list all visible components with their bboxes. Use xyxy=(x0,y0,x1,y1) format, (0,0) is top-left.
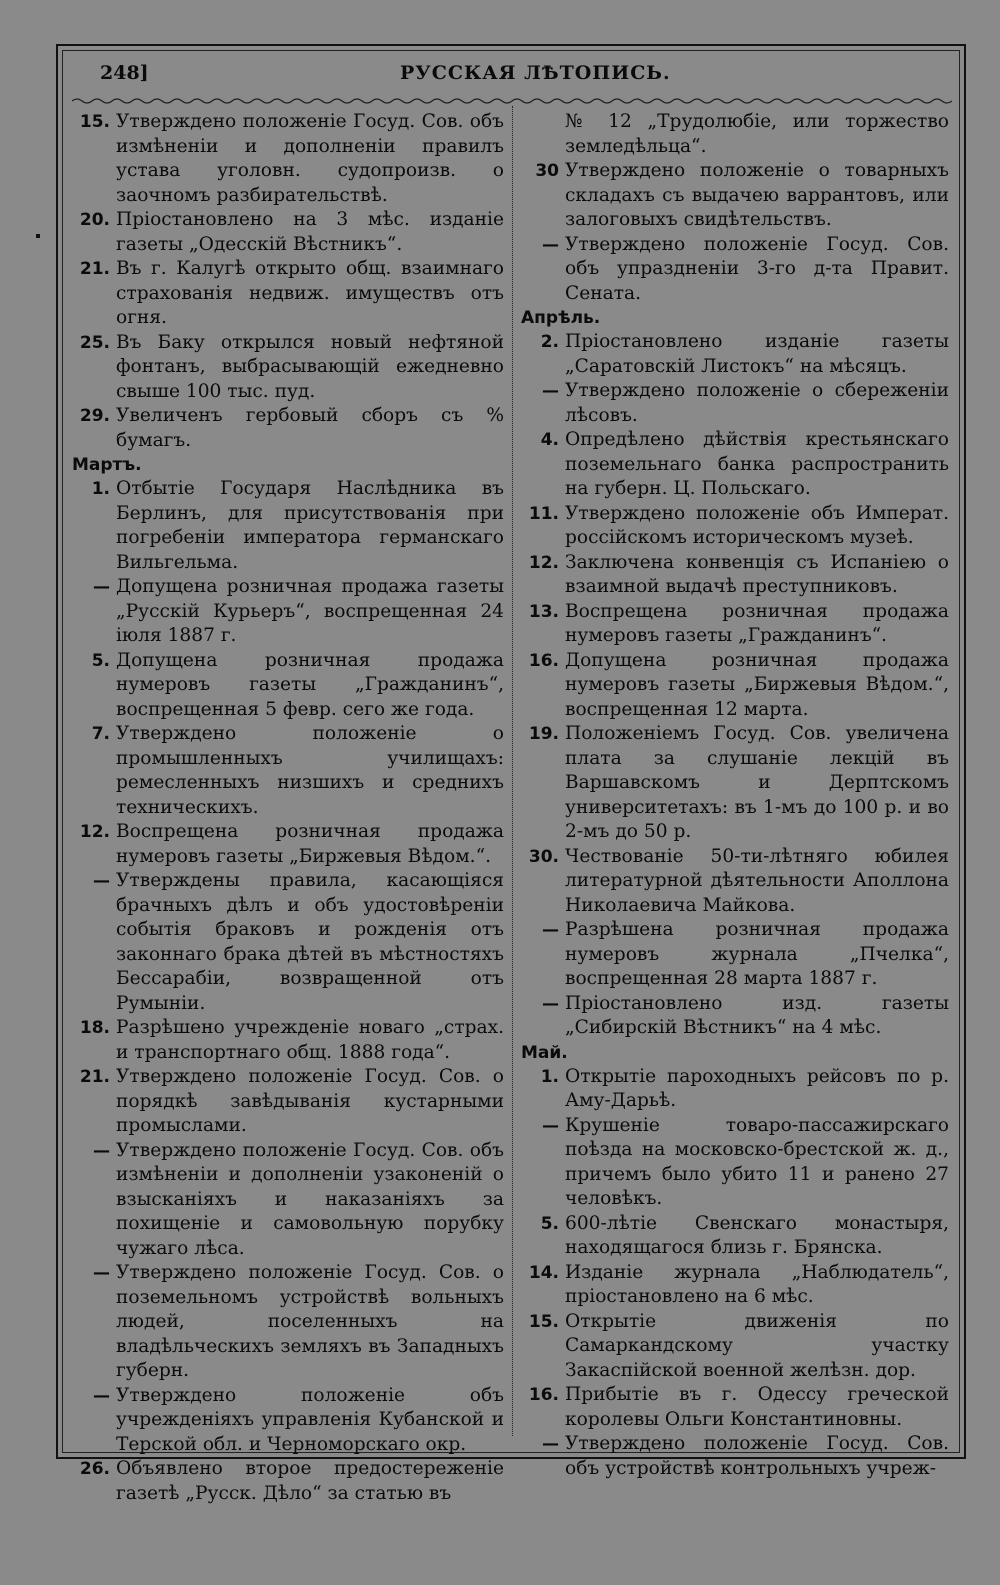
entry-text: Крушеніе товаро-пассажирскаго поѣзда на московско-брестской ж. д., причемъ было убито 11 и ранено 27 человѣкъ. xyxy=(565,1114,949,1209)
chronicle-entry xyxy=(521,722,949,845)
margin-mark xyxy=(36,234,40,238)
entry-date: 16. xyxy=(528,650,559,671)
entry-text: Открытіе движенія по Самаркандскому участку Закаспійской военной желѣзн. дор. xyxy=(565,1310,949,1381)
entry-text: Прибытіе въ г. Одессу греческой королевы Ольги Константиновны. xyxy=(565,1384,949,1430)
entry-date: 15. xyxy=(79,112,110,132)
entry-date: 16. xyxy=(528,1385,559,1405)
entry-date: — xyxy=(542,234,559,255)
entry-text: Допущена розничная продажа нумеровъ газеты „Биржевыя Вѣдом.“, воспрещенная 12 марта. xyxy=(565,649,949,720)
chronicle-entry xyxy=(72,820,504,869)
entry-date: 1. xyxy=(540,1066,559,1087)
entry-date: — xyxy=(542,1115,559,1136)
chronicle-entry xyxy=(521,233,949,307)
entry-text: Разрѣшено учрежденіе новаго „страх. и транспортнаго общ. 1888 года“. xyxy=(116,1017,504,1063)
chronicle-entry xyxy=(72,649,504,723)
wavy-rule xyxy=(72,96,952,106)
chronicle-entry xyxy=(521,502,949,551)
entry-text: Отбытіе Государя Наслѣдника въ Берлинъ, для присутствованія при погребеніи императора германскаго Вильгельма. xyxy=(116,478,504,573)
chronicle-entry xyxy=(72,1384,504,1458)
entry-text: Допущена розничная продажа нумеровъ газеты „Гражданинъ“, воспрещенная 5 февр. сего же года. xyxy=(116,649,504,720)
entry-text: Чествованіе 50-ти-лѣтняго юбилея литературной дѣятельности Аполлона Николаевича Майкова. xyxy=(565,845,949,916)
chronicle-entry xyxy=(521,1261,949,1310)
chronicle-entry xyxy=(521,918,949,992)
entry-text: Утверждено положеніе о промышленныхъ училищахъ: ремесленныхъ низшихъ и среднихъ техническихъ. xyxy=(116,723,504,818)
chronicle-entry xyxy=(72,331,504,405)
continued-text: № 12 „Трудолюбіе, или торжество земледѣльца“. xyxy=(565,111,949,157)
chronicle-entry xyxy=(72,110,504,208)
entry-date: 21. xyxy=(79,1067,110,1087)
chronicle-entry xyxy=(521,600,949,649)
entry-date: 30 xyxy=(535,161,559,181)
right-column xyxy=(521,110,949,1481)
chronicle-entry xyxy=(72,257,504,331)
entry-text: Утверждено положеніе о товарныхъ складахъ съ выдачею варрантовъ, или залоговыхъ свидѣтельствъ. xyxy=(565,160,949,230)
month-heading-march: Мартъ. xyxy=(72,455,142,475)
page-number: 248] xyxy=(100,62,149,84)
chronicle-entry xyxy=(521,845,949,919)
entry-date: — xyxy=(93,577,110,597)
chronicle-entry xyxy=(72,1261,504,1384)
entry-text: Допущена розничная продажа газеты „Русскій Курьеръ“, воспрещенная 24 іюля 1887 г. xyxy=(116,576,504,646)
entry-date: 19. xyxy=(528,724,559,744)
running-title: РУССКАЯ ЛѢТОПИСЬ. xyxy=(400,62,671,84)
entry-text: Утверждено положеніе Госуд. Сов. о порядкѣ завѣдыванія кустарными промыслами. xyxy=(116,1066,504,1136)
chronicle-entry xyxy=(521,379,949,428)
chronicle-entry xyxy=(72,477,504,575)
chronicle-entry xyxy=(521,649,949,723)
chronicle-entry xyxy=(72,1016,504,1065)
entry-date: 18. xyxy=(79,1018,110,1038)
entry-text: Утверждено положеніе объ Императ. россійскомъ историческомъ музеѣ. xyxy=(565,502,949,548)
chronicle-entry xyxy=(521,428,949,502)
entry-text: Утверждены правила, касающіяся брачныхъ дѣлъ и объ удостовѣреніи событія браковъ и рожденія отъ законнаго брака дѣтей въ мѣстностяхъ Бессарабіи, возвращенной отъ Румыніи. xyxy=(116,870,504,1014)
entry-text: Утверждено положеніе Госуд. Сов. объ измѣненіи и дополненіи правилъ устава уголовн. судопроизв. о заочномъ разбирательствѣ. xyxy=(116,111,504,206)
entry-text: Разрѣшена розничная продажа нумеровъ журнала „Пчелка“, воспрещенная 28 марта 1887 г. xyxy=(565,919,949,989)
left-column xyxy=(72,110,504,1506)
chronicle-entry xyxy=(72,1065,504,1139)
entry-date: 1. xyxy=(91,479,110,499)
entry-date: — xyxy=(93,871,110,891)
entry-text: Въ г. Калугѣ открыто общ. взаимнаго страхованія недвиж. имуществъ отъ огня. xyxy=(116,258,504,328)
entry-text: Заключена конвенція съ Испаніею о взаимной выдачѣ преступниковъ. xyxy=(565,551,949,597)
month-heading-april: Апрѣль. xyxy=(521,308,601,328)
entry-date: 25. xyxy=(79,332,110,353)
chronicle-entry xyxy=(521,1065,949,1114)
entry-date: 14. xyxy=(528,1262,559,1283)
entry-date: — xyxy=(542,1434,559,1454)
entry-date: — xyxy=(542,993,559,1014)
chronicle-entry xyxy=(72,575,504,649)
entry-text: Воспрещена розничная продажа нумеровъ газеты „Гражданинъ“. xyxy=(565,600,949,646)
chronicle-entry xyxy=(521,551,949,600)
entry-date: 11. xyxy=(528,503,559,524)
entry-date: 2. xyxy=(540,332,559,352)
entry-text: Объявлено второе предостереженіе газетѣ „Русск. Дѣло“ за статью въ xyxy=(116,1458,504,1504)
chronicle-entry xyxy=(72,869,504,1016)
entry-text: Открытіе пароходныхъ рейсовъ по р. Аму-Дарьѣ. xyxy=(565,1065,949,1111)
column-divider xyxy=(512,106,513,1436)
entry-text: Положеніемъ Госуд. Сов. увеличена плата за слушаніе лекцій въ Варшавскомъ и Дерптскомъ университетахъ: въ 1-мъ до 100 р. и во 2-мъ до 50 р. xyxy=(565,723,949,842)
chronicle-entry xyxy=(521,1212,949,1261)
chronicle-entry xyxy=(72,1457,504,1506)
page-header xyxy=(100,62,950,92)
chronicle-entry xyxy=(521,1432,949,1481)
entry-text: Пріостановлено изд. газеты „Сибирскій Вѣстникъ“ на 4 мѣс. xyxy=(565,992,949,1038)
entry-text: Воспрещена розничная продажа нумеровъ газеты „Биржевыя Вѣдом.“. xyxy=(116,821,504,867)
entry-date: 30. xyxy=(528,846,559,867)
entry-text: Увеличенъ гербовый сборъ съ % бумагъ. xyxy=(116,405,504,451)
entry-date: 26. xyxy=(79,1459,110,1479)
chronicle-entry xyxy=(521,1310,949,1384)
chronicle-entry xyxy=(72,722,504,820)
chronicle-entry xyxy=(521,992,949,1041)
entry-date: — xyxy=(93,1140,110,1161)
entry-date: 12. xyxy=(528,552,559,573)
entry-text: Утверждено положеніе Госуд. Сов. объ устройствѣ контрольныхъ учреж- xyxy=(565,1433,949,1479)
entry-text: Утверждено положеніе Госуд. Сов. объ упраздненіи 3-го д-та Правит. Сената. xyxy=(565,233,949,304)
entry-date: 12. xyxy=(79,822,110,842)
entry-text: Изданіе журнала „Наблюдатель“, пріостановлено на 6 мѣс. xyxy=(565,1261,949,1307)
entry-date: 7. xyxy=(91,724,110,744)
entry-text: Утверждено положеніе о сбереженіи лѣсовъ. xyxy=(565,380,949,426)
entry-text: Пріостановлено изданіе газеты „Саратовскій Листокъ“ на мѣсяцъ. xyxy=(565,331,949,377)
entry-date: — xyxy=(542,381,559,401)
entry-text: Утверждено положеніе Госуд. Сов. о поземельномъ устройствѣ вольныхъ людей, поселенныхъ на владѣльческихъ земляхъ въ Западныхъ губерн. xyxy=(116,1262,504,1381)
entry-date: 15. xyxy=(528,1311,559,1332)
chronicle-entry xyxy=(521,1383,949,1432)
month-heading-may: Май. xyxy=(521,1042,568,1063)
entry-date: — xyxy=(93,1385,110,1406)
chronicle-entry xyxy=(521,1114,949,1212)
entry-date: 20. xyxy=(79,210,110,230)
entry-date: 29. xyxy=(79,406,110,426)
chronicle-entry xyxy=(72,208,504,257)
entry-date: 4. xyxy=(540,430,559,450)
chronicle-entry xyxy=(72,404,504,453)
entry-text: Пріостановлено на 3 мѣс. изданіе газеты „Одесскій Вѣстникъ“. xyxy=(116,209,504,255)
entry-date: 5. xyxy=(91,650,110,671)
entry-text: 600-лѣтіе Свенскаго монастыря, находящагося близь г. Брянска. xyxy=(565,1212,949,1258)
entry-date: — xyxy=(542,920,559,940)
entry-text: Опредѣлено дѣйствія крестьянскаго поземельнаго банка распространить на губерн. Ц. Польскаго. xyxy=(565,429,949,499)
entry-text: Утверждено положеніе Госуд. Сов. объ измѣненіи и дополненіи узаконеній о взысканіяхъ и наказаніяхъ за похищеніе и самовольную порубку чужаго лѣса. xyxy=(116,1139,504,1259)
entry-date: 21. xyxy=(79,259,110,279)
entry-date: 13. xyxy=(528,601,559,622)
chronicle-entry xyxy=(521,330,949,379)
chronicle-entry xyxy=(72,1139,504,1262)
entry-date: — xyxy=(93,1263,110,1283)
chronicle-entry xyxy=(521,159,949,233)
entry-text: Утверждено положеніе объ учрежденіяхъ управленія Кубанской и Терской обл. и Черноморскаго окр. xyxy=(116,1384,504,1455)
entry-date: 5. xyxy=(540,1213,559,1234)
entry-text: Въ Баку открылся новый нефтяной фонтанъ, выбрасывающій ежедневно свыше 100 тыс. пуд. xyxy=(116,331,504,402)
